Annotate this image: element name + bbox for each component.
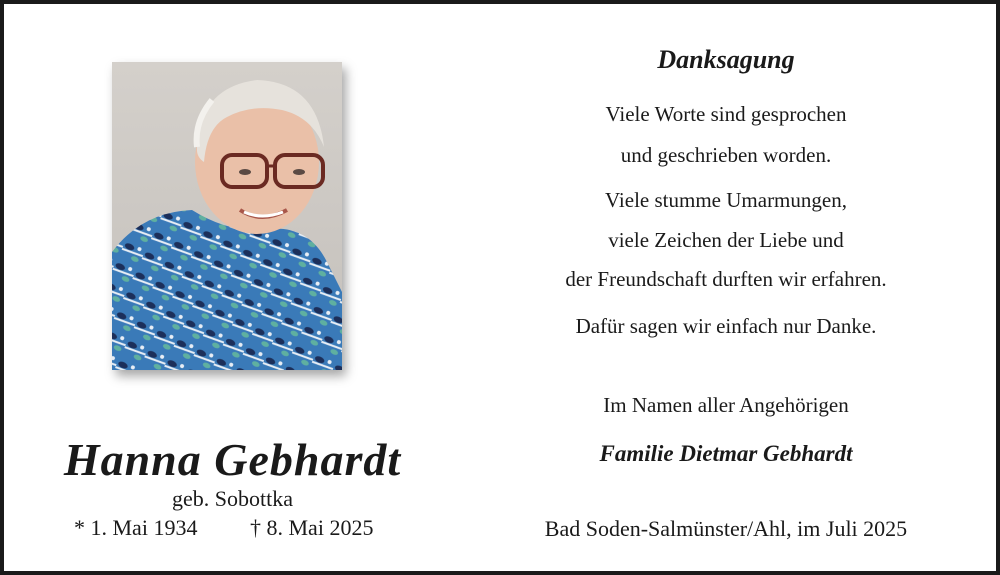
death-date: † 8. Mai 2025 [250, 515, 374, 540]
heading-danksagung: Danksagung [657, 45, 795, 74]
poem-line: Viele stumme Umarmungen, [605, 188, 847, 212]
portrait-photo [112, 62, 342, 370]
poem-line: Dafür sagen wir einfach nur Danke. [575, 314, 877, 338]
poem-line: der Freundschaft durften wir erfahren. [565, 267, 887, 291]
place-date: Bad Soden-Salmünster/Ahl, im Juli 2025 [544, 516, 908, 541]
signoff: Im Namen aller Angehörigen [603, 393, 849, 417]
poem-line: Viele Worte sind gesprochen [605, 102, 847, 126]
birth-date: * 1. Mai 1934 [74, 515, 198, 540]
poem-line: und geschrieben worden. [620, 143, 832, 167]
family-name: Familie Dietmar Gebhardt [599, 441, 853, 466]
maiden-name: geb. Sobottka [172, 486, 293, 511]
poem-line: viele Zeichen der Liebe und [608, 228, 844, 252]
deceased-name: Hanna Gebhardt [63, 434, 402, 485]
